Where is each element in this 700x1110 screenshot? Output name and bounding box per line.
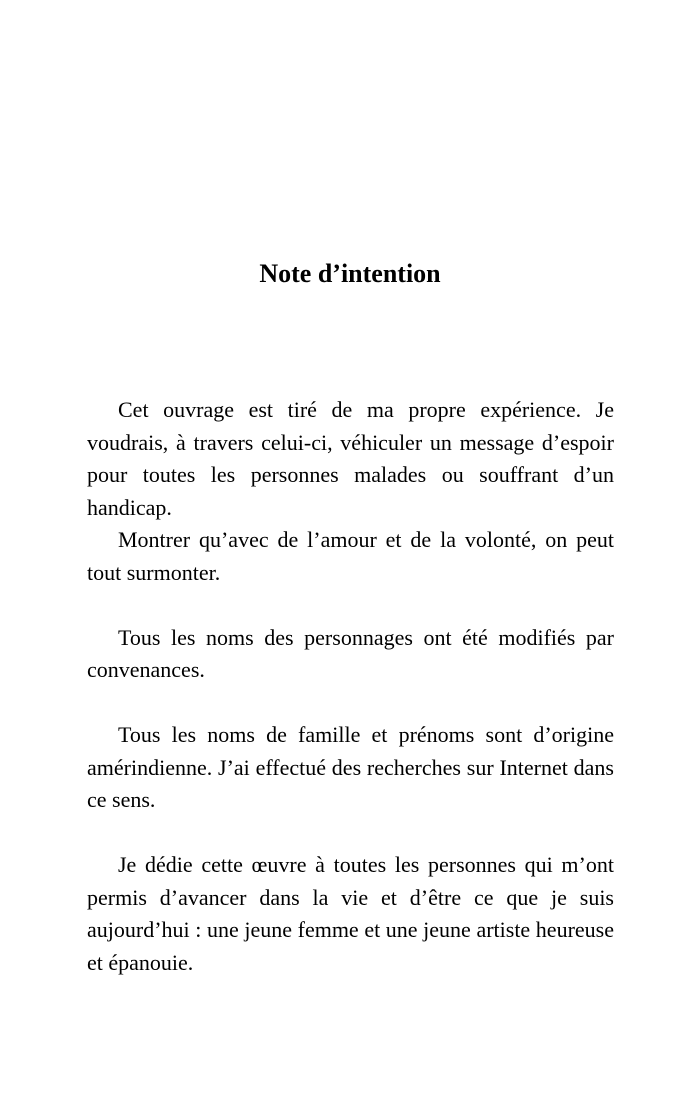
paragraph-spacer: [87, 589, 614, 622]
paragraph-love-and-will: Montrer qu’avec de l’amour et de la volonté, on peut tout surmonter.: [87, 527, 614, 585]
paragraph-native-american-names: Tous les noms de famille et prénoms sont d’origine amérindienne. J’ai effectué des recherches sur Internet dans ce sens.: [87, 722, 614, 812]
paragraph-spacer: [87, 687, 614, 720]
body-text: [87, 394, 614, 979]
page-title: Note d’intention: [259, 259, 441, 288]
paragraph-dedication: Je dédie cette œuvre à toutes les personnes qui m’ont permis d’avancer dans la vie et d’être ce que je suis aujourd’hui : une jeune femme et une jeune artiste heureuse et épanouie.: [87, 852, 614, 975]
paragraph-names-modified: Tous les noms des personnages ont été modifiés par convenances.: [87, 624, 614, 682]
paragraph-spacer: [87, 817, 614, 850]
paragraph-experience: Cet ouvrage est tiré de ma propre expérience. Je voudrais, à travers celui-ci, véhiculer un message d’espoir pour toutes les personnes malades ou souffrant d’un handicap.: [87, 397, 614, 520]
